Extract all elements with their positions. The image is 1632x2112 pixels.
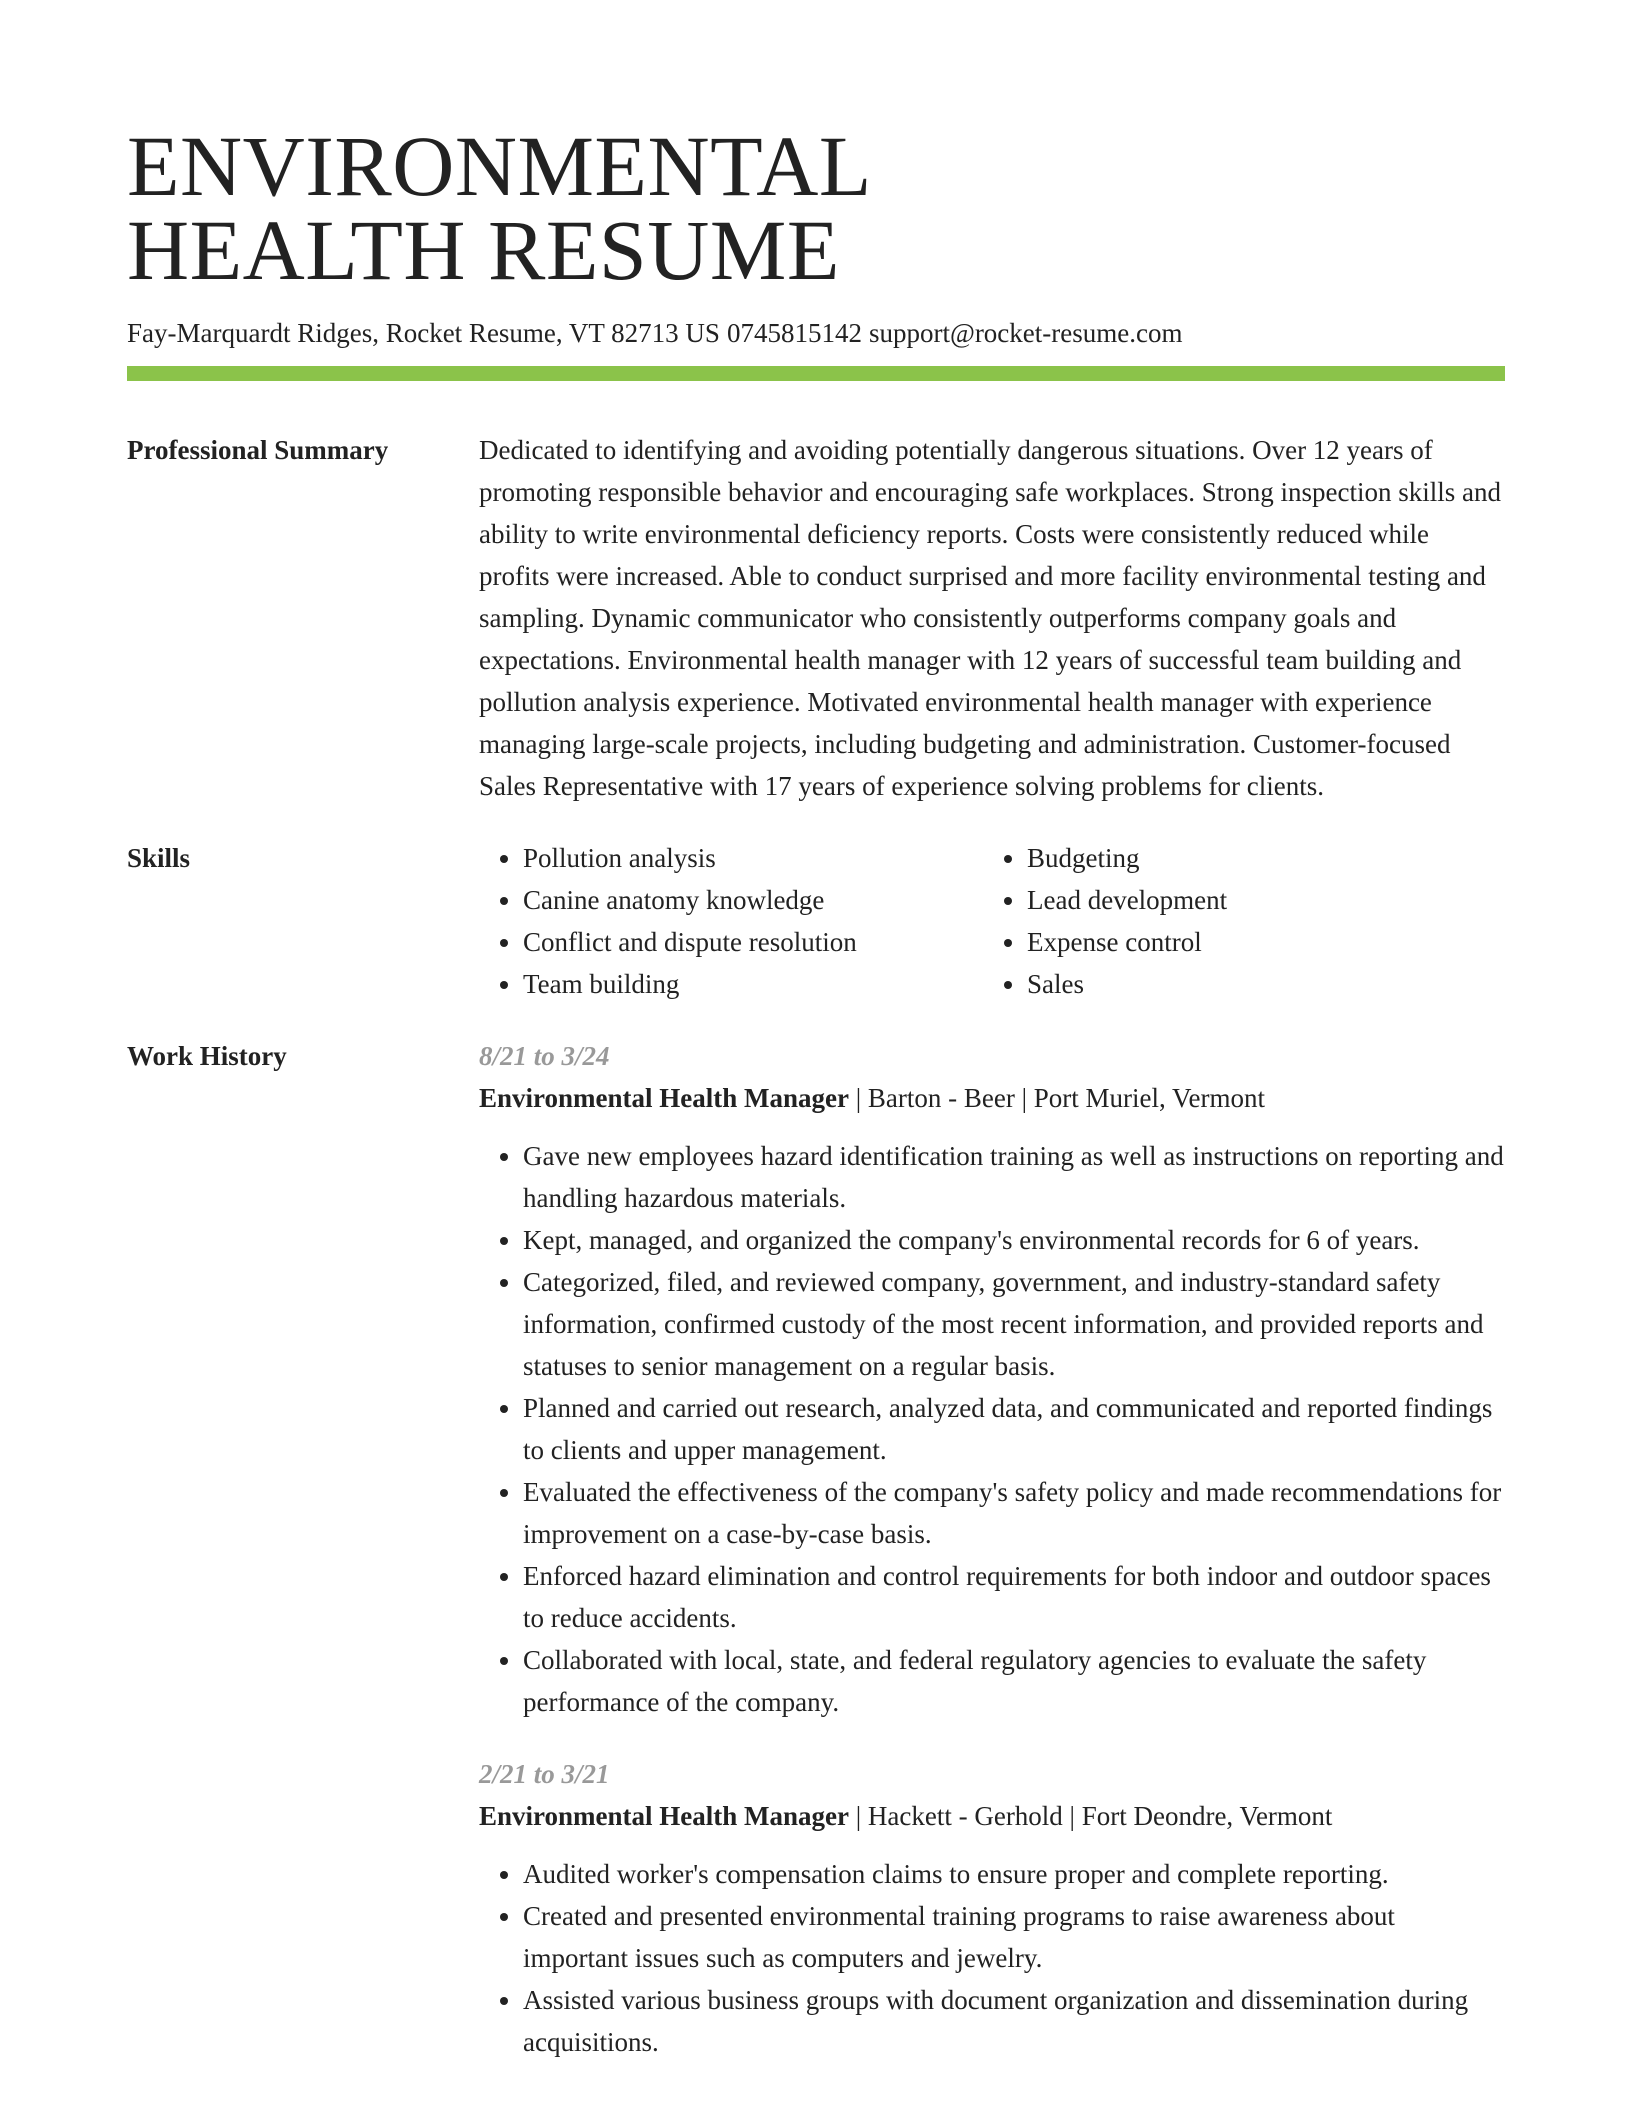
job-title: Environmental Health Manager xyxy=(479,1083,849,1113)
skill-item: • Budgeting xyxy=(1027,837,1427,879)
job-entry xyxy=(479,1753,1505,2063)
job-bullet: • Gave new employees hazard identification training as well as instructions on reporting and handling hazardous materials. xyxy=(523,1135,1505,1219)
contact-address: Fay-Marquardt Ridges, Rocket Resume, VT 82713 US xyxy=(127,318,720,348)
contact-email: support@rocket-resume.com xyxy=(868,318,1183,348)
job-details: | Hackett - Gerhold | Fort Deondre, Vermont xyxy=(848,1801,1333,1831)
job-dates: 2/21 to 3/21 xyxy=(479,1759,610,1789)
job-bullets xyxy=(479,1135,1505,1723)
skill-item: • Pollution analysis xyxy=(523,837,983,879)
work-history-section xyxy=(127,1035,1505,2063)
summary-section xyxy=(127,429,1505,807)
job-bullet: • Categorized, filed, and reviewed company, government, and industry-standard safety information, confirmed custody of the most recent information, and provided reports and statuses to senior management on a regular basis. xyxy=(523,1261,1505,1387)
job-bullet: • Created and presented environmental training programs to raise awareness about important issues such as computers and jewelry. xyxy=(523,1895,1505,1979)
job-details: | Barton - Beer | Port Muriel, Vermont xyxy=(848,1083,1265,1113)
job-header xyxy=(479,1077,1505,1119)
summary-text: Dedicated to identifying and avoiding potentially dangerous situations. Over 12 years of promoting responsible behavior and encouraging safe workplaces. Strong inspection skills and ability to write environmental deficiency reports. Costs were consistently reduced while profits were increased. Able to conduct surprised and more facility environmental testing and sampling. Dynamic communicator who consistently outperforms company goals and expectations. Environmental health manager with 12 years of successful team building and pollution analysis experience. Motivated environmental health manager with experience managing large-scale projects, including budgeting and administration. Customer-focused Sales Representative with 17 years of experience solving problems for clients. xyxy=(479,435,1502,801)
skills-column-2 xyxy=(983,837,1427,1005)
job-entry xyxy=(479,1035,1505,1723)
job-dates: 8/21 to 3/24 xyxy=(479,1041,610,1071)
job-bullet: • Assisted various business groups with document organization and dissemination during acquisitions. xyxy=(523,1979,1505,2063)
skills-section xyxy=(127,837,1505,1005)
contact-line xyxy=(127,316,1505,350)
skills-heading: Skills xyxy=(127,843,191,873)
resume-title xyxy=(127,118,1505,298)
accent-divider xyxy=(127,366,1505,381)
job-bullets xyxy=(479,1853,1505,2063)
title-line-2: HEALTH RESUME xyxy=(127,202,840,298)
job-title: Environmental Health Manager xyxy=(479,1801,849,1831)
skill-item: • Expense control xyxy=(1027,921,1427,963)
title-line-1: ENVIRONMENTAL xyxy=(127,118,872,214)
work-history-heading: Work History xyxy=(127,1041,287,1071)
skill-item: • Sales xyxy=(1027,963,1427,1005)
skill-item: • Team building xyxy=(523,963,983,1005)
skills-column-1 xyxy=(479,837,983,1005)
job-bullet: • Collaborated with local, state, and federal regulatory agencies to evaluate the safety performance of the company. xyxy=(523,1639,1505,1723)
skill-item: • Lead development xyxy=(1027,879,1427,921)
job-bullet: • Evaluated the effectiveness of the company's safety policy and made recommendations for improvement on a case-by-case basis. xyxy=(523,1471,1505,1555)
job-bullet: • Kept, managed, and organized the company's environmental records for 6 of years. xyxy=(523,1219,1505,1261)
job-bullet: • Planned and carried out research, analyzed data, and communicated and reported findings to clients and upper management. xyxy=(523,1387,1505,1471)
job-header xyxy=(479,1795,1505,1837)
job-bullet: • Audited worker's compensation claims to ensure proper and complete reporting. xyxy=(523,1853,1505,1895)
job-bullet: • Enforced hazard elimination and control requirements for both indoor and outdoor spaces to reduce accidents. xyxy=(523,1555,1505,1639)
skill-item: • Conflict and dispute resolution xyxy=(523,921,983,963)
summary-heading: Professional Summary xyxy=(127,435,389,465)
contact-phone: 0745815142 xyxy=(726,318,862,348)
skill-item: • Canine anatomy knowledge xyxy=(523,879,983,921)
